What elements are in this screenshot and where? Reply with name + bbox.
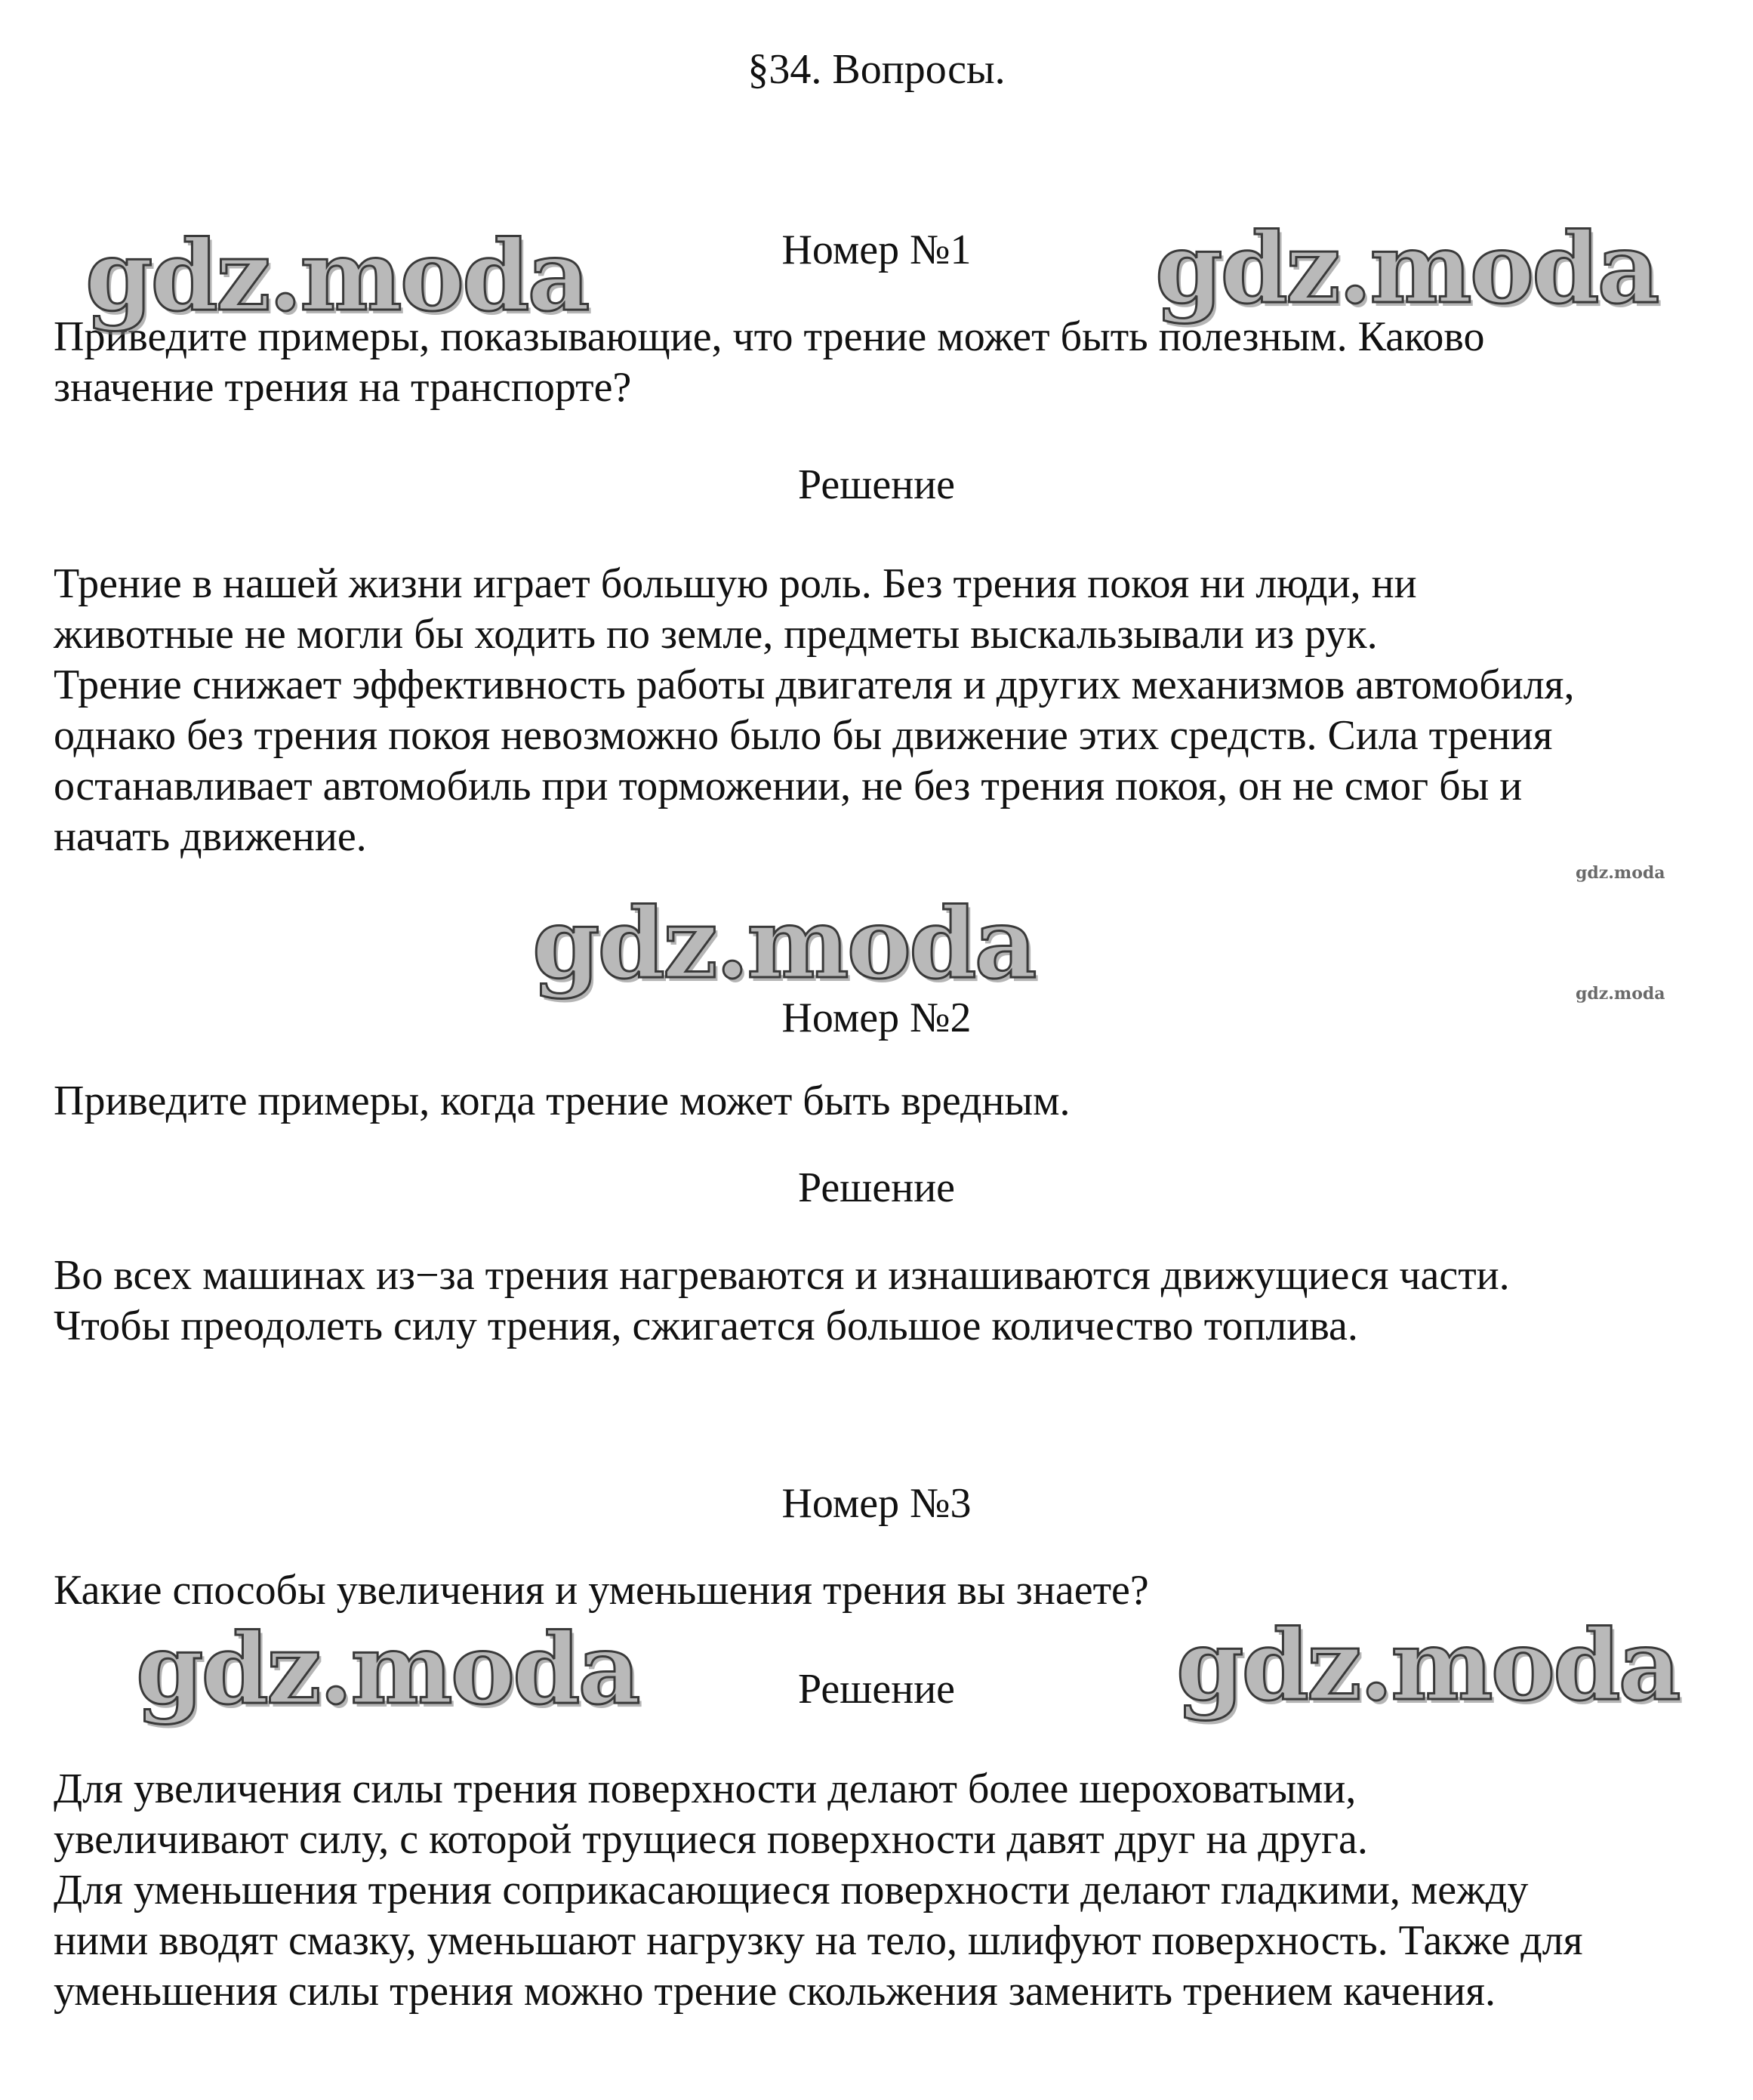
question-2-line: Приведите примеры, когда трение может быть вредным.	[54, 1078, 1071, 1124]
answer-1-text	[54, 559, 1737, 862]
question-2-number: Номер №2	[781, 994, 972, 1041]
answer-3-line: Для увеличения силы трения поверхности делают более шероховатыми,	[54, 1765, 1357, 1812]
answer-1-line: начать движение.	[54, 813, 367, 860]
answer-1-line: Трение снижает эффективность работы двигателя и других механизмов автомобиля,	[54, 661, 1575, 708]
answer-2-line: Во всех машинах из−за трения нагреваются и изнашиваются движущиеся части.	[54, 1252, 1510, 1299]
solution-2-label: Решение	[797, 1164, 956, 1211]
question-2-text	[54, 1076, 1737, 1127]
watermark-small: gdz.moda	[1576, 984, 1665, 1004]
answer-3-text	[54, 1764, 1737, 2017]
question-3-number: Номер №3	[781, 1480, 972, 1527]
answer-2-text	[54, 1250, 1737, 1352]
answer-1-line: Трение в нашей жизни играет большую роль. Без трения покоя ни люди, ни	[54, 560, 1417, 607]
answer-3-line: Для уменьшения трения соприкасающиеся поверхности делают гладкими, между	[54, 1867, 1529, 1913]
answer-3-line: ними вводят смазку, уменьшают нагрузку на тело, шлифуют поверхность. Также для	[54, 1917, 1583, 1964]
question-1-line: Приведите примеры, показывающие, что трение может быть полезным. Каково	[54, 313, 1485, 360]
question-1-number: Номер №1	[781, 227, 972, 273]
question-1-line: значение трения на транспорте?	[54, 364, 632, 411]
question-3-text	[54, 1565, 1737, 1616]
answer-1-line: однако без трения покоя невозможно было бы движение этих средств. Сила трения	[54, 712, 1553, 759]
answer-1-line: животные не могли бы ходить по земле, предметы выскальзывали из рук.	[54, 611, 1378, 658]
solution-3-label: Решение	[797, 1666, 956, 1713]
answer-2-line: Чтобы преодолеть силу трения, сжигается большое количество топлива.	[54, 1303, 1358, 1349]
answer-3-line: уменьшения силы трения можно трение скольжения заменить трением качения.	[54, 1968, 1496, 2015]
answer-3-line: увеличивают силу, с которой трущиеся поверхности давят друг на друга.	[54, 1816, 1368, 1863]
watermark-logo: gdz.moda	[136, 1613, 639, 1726]
page-title: §34. Вопросы.	[747, 46, 1006, 93]
watermark-logo: gdz.moda	[1176, 1609, 1679, 1722]
watermark-logo: gdz.moda	[85, 220, 588, 333]
watermark-logo: gdz.moda	[532, 887, 1035, 1001]
solution-1-label: Решение	[797, 461, 956, 508]
answer-1-line: останавливает автомобиль при торможении, не без трения покоя, он не смог бы и	[54, 763, 1523, 809]
question-3-line: Какие способы увеличения и уменьшения трения вы знаете?	[54, 1567, 1149, 1614]
watermark-small: gdz.moda	[1576, 863, 1665, 883]
watermark-logo: gdz.moda	[1155, 212, 1658, 325]
